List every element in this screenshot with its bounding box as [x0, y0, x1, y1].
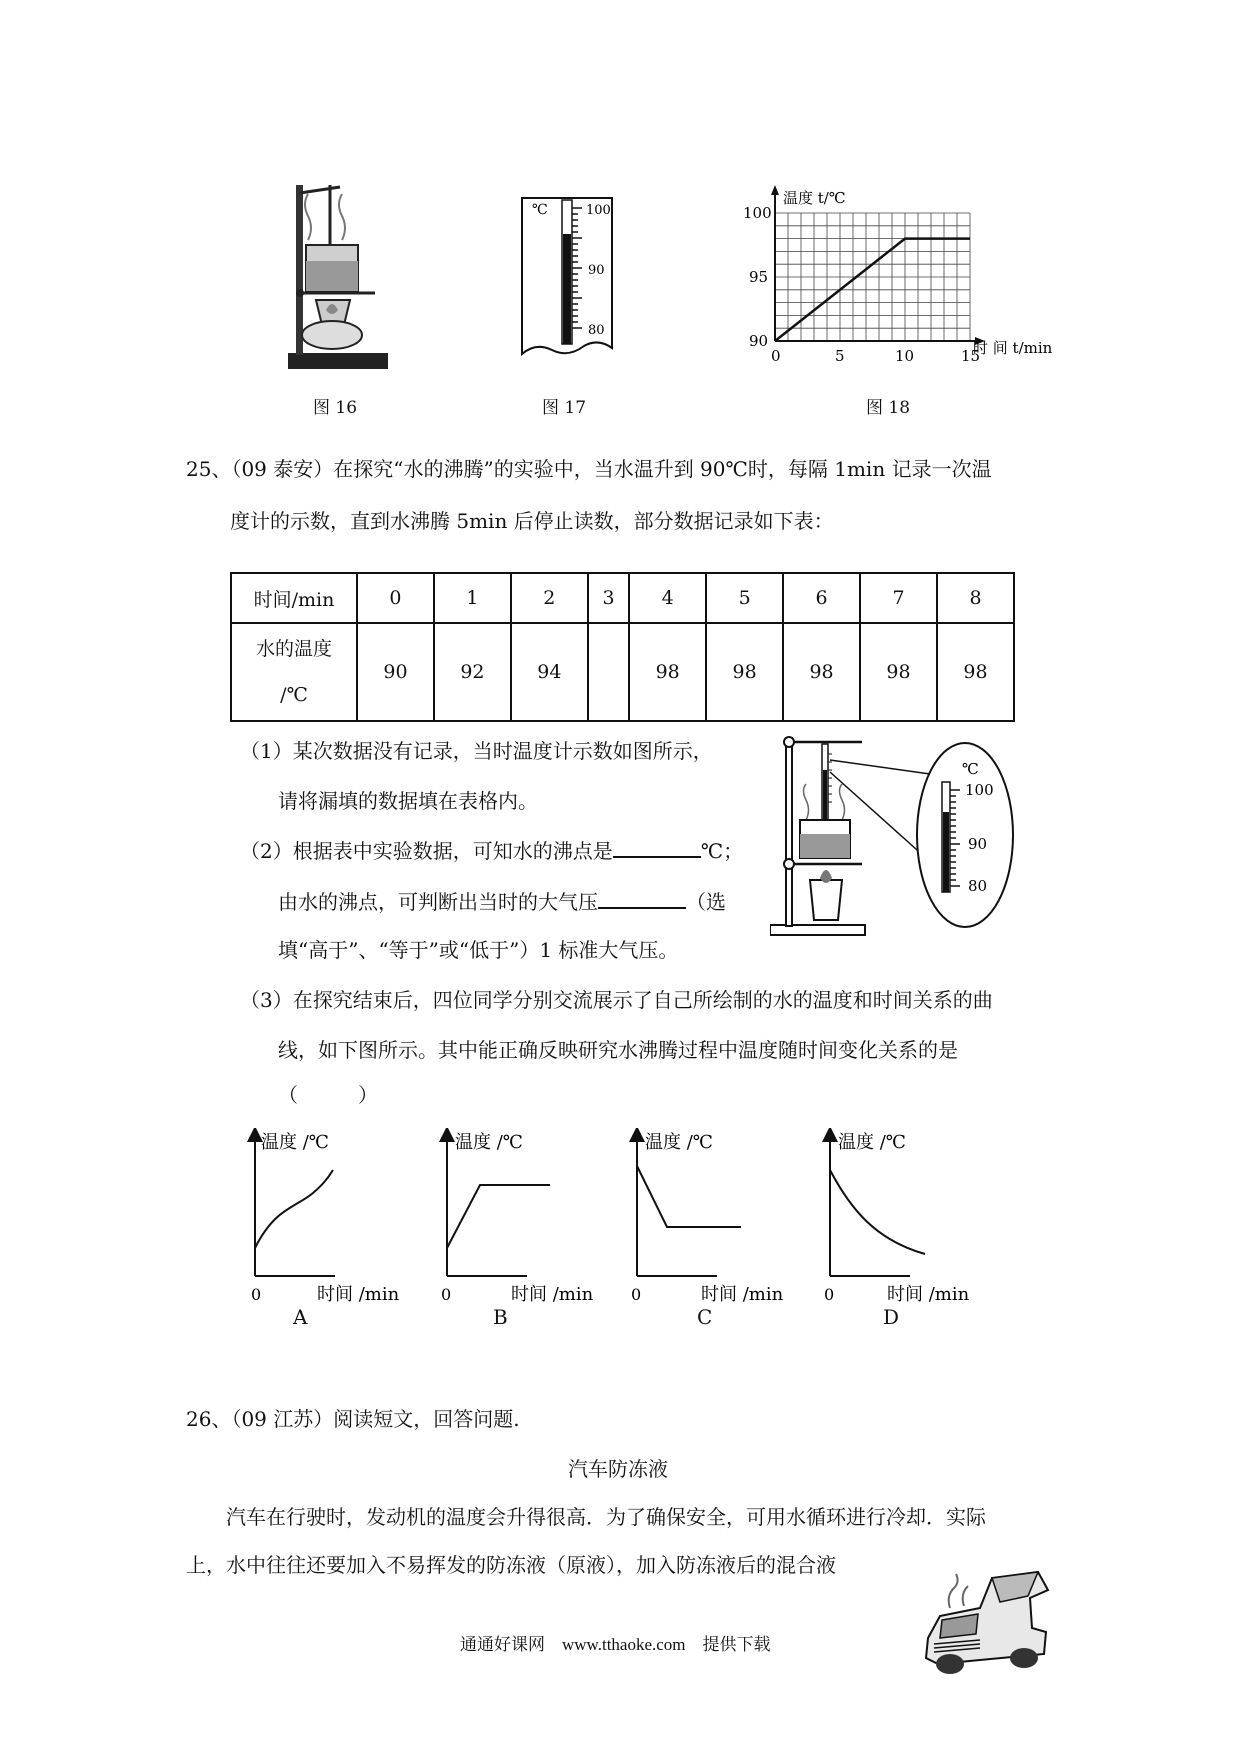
q26-title: 汽车防冻液	[568, 1457, 668, 1481]
fig18-xtick-0: 0	[771, 347, 781, 365]
temp-cell: 94	[511, 623, 588, 721]
q26-intro: 26、（09 江苏）阅读短文，回答问题.	[186, 1407, 520, 1431]
inset-tick-90: 90	[968, 835, 988, 853]
fig17-tick-100: 100	[586, 203, 611, 218]
temp-cell-missing[interactable]	[588, 623, 629, 721]
fig18-xtick-5: 5	[835, 347, 845, 365]
fig16-caption: 图 16	[313, 398, 358, 418]
graph-a-ylabel: 温度 /℃	[261, 1132, 329, 1153]
q25-part2-line3: 填“高于”、“等于”或“低于”）1 标准大气压。	[278, 938, 679, 962]
option-graph-d[interactable]	[824, 1132, 970, 1305]
q25-part1-line2: 请将漏填的数据填在表格内。	[278, 789, 538, 813]
temp-cell: 98	[860, 623, 937, 721]
table-row-temp	[231, 623, 1014, 721]
q26-para-line2: 上，水中往往还要加入不易挥发的防冻液（原液），加入防冻液后的混合液	[186, 1553, 836, 1577]
boiling-point-blank[interactable]	[613, 836, 701, 858]
inset-apparatus	[770, 730, 1030, 945]
q25-data-table	[230, 572, 1015, 722]
graph-d-origin: 0	[824, 1285, 835, 1304]
temp-header-line2: /℃	[280, 684, 308, 706]
option-label-a[interactable]: A	[293, 1305, 308, 1329]
page-footer: 通通好课网 www.tthaoke.com 提供下载	[460, 1635, 771, 1654]
graph-c-xlabel: 时间 /min	[701, 1284, 784, 1305]
option-label-c[interactable]: C	[697, 1305, 713, 1329]
graph-c-ylabel: 温度 /℃	[645, 1132, 713, 1153]
graph-b-ylabel: 温度 /℃	[455, 1132, 523, 1153]
time-cell: 7	[860, 573, 937, 623]
fig17-tick-90: 90	[588, 263, 605, 278]
fig17-thermometer	[518, 192, 618, 362]
graph-a-xlabel: 时间 /min	[317, 1284, 400, 1305]
temp-cell: 98	[937, 623, 1014, 721]
temp-header-line1: 水的温度	[255, 638, 332, 660]
fig18-xlabel: 时 间 t/min	[973, 339, 1053, 357]
time-cell: 4	[629, 573, 706, 623]
fig18-ytick-90: 90	[749, 332, 769, 350]
graph-d-xlabel: 时间 /min	[887, 1284, 970, 1305]
fig17-caption: 图 17	[542, 398, 587, 418]
q26-para-line1: 汽车在行驶时，发动机的温度会升得很高．为了确保安全，可用水循环进行冷却．实际	[226, 1505, 986, 1529]
time-cell: 8	[937, 573, 1014, 623]
fig18-ylabel: 温度 t/℃	[783, 189, 846, 207]
q25-part3-line2: 线，如下图所示。其中能正确反映研究水沸腾过程中温度随时间变化关系的是	[278, 1038, 958, 1062]
graph-c-origin: 0	[631, 1285, 642, 1304]
q25-part2-line2-text-a: 由水的沸点，可判断出当时的大气压	[278, 890, 598, 914]
fig18-ytick-100: 100	[743, 204, 772, 222]
q25-part1-line1: （1）某次数据没有记录，当时温度计示数如图所示，	[240, 739, 713, 763]
q25-intro-line2: 度计的示数，直到水沸腾 5min 后停止读数，部分数据记录如下表：	[230, 509, 834, 533]
temp-cell: 98	[706, 623, 783, 721]
time-cell: 1	[434, 573, 511, 623]
graph-b-origin: 0	[441, 1285, 452, 1304]
fig18-caption: 图 18	[866, 398, 911, 418]
option-label-b[interactable]: B	[493, 1305, 508, 1329]
fig17-tick-80: 80	[588, 323, 605, 338]
temp-cell: 90	[357, 623, 434, 721]
temp-cell: 92	[434, 623, 511, 721]
q25-part2-line1	[240, 836, 743, 865]
option-label-d[interactable]: D	[883, 1305, 900, 1329]
option-graph-c[interactable]	[631, 1132, 784, 1305]
table-row-time	[231, 573, 1014, 623]
graph-b-xlabel: 时间 /min	[511, 1284, 594, 1305]
q25-intro-line1: 25、（09 泰安）在探究“水的沸腾”的实验中，当水温升到 90℃时，每隔 1min 记录一次温	[186, 457, 992, 481]
option-graphs	[235, 1128, 1015, 1313]
q25-part3-line1: （3）在探究结束后，四位同学分别交流展示了自己所绘制的水的温度和时间关系的曲	[240, 988, 993, 1012]
fig17-unit: ℃	[532, 202, 548, 218]
q25-part2-line2	[278, 887, 726, 916]
temp-header	[231, 623, 357, 721]
time-cell: 0	[357, 573, 434, 623]
q25-answer-bracket[interactable]: （ ）	[278, 1083, 378, 1107]
fig18-xtick-10: 10	[895, 347, 915, 365]
fig18-xtick-15: 15	[961, 347, 981, 365]
fig18-ytick-95: 95	[749, 268, 769, 286]
inset-thermometer-unit: ℃	[962, 760, 979, 778]
fig18-graph	[735, 183, 1065, 383]
graph-d-ylabel: 温度 /℃	[838, 1132, 906, 1153]
time-cell: 2	[511, 573, 588, 623]
temp-cell: 98	[629, 623, 706, 721]
time-cell: 3	[588, 573, 629, 623]
option-graph-b[interactable]	[441, 1132, 594, 1305]
time-header: 时间/min	[231, 573, 357, 623]
time-cell: 6	[783, 573, 860, 623]
q25-part2-text-b: ℃；	[700, 839, 744, 863]
inset-tick-100: 100	[965, 781, 994, 799]
option-graph-a[interactable]	[251, 1132, 400, 1305]
pressure-blank[interactable]	[598, 887, 686, 909]
fig16-apparatus	[280, 175, 400, 380]
graph-a-origin: 0	[251, 1285, 262, 1304]
q25-part2-line2-text-b: （选	[686, 890, 726, 914]
time-cell: 5	[706, 573, 783, 623]
inset-tick-80: 80	[968, 877, 988, 895]
q25-part2-text-a: （2）根据表中实验数据，可知水的沸点是	[240, 839, 613, 863]
temp-cell: 98	[783, 623, 860, 721]
car-illustration	[920, 1568, 1055, 1678]
